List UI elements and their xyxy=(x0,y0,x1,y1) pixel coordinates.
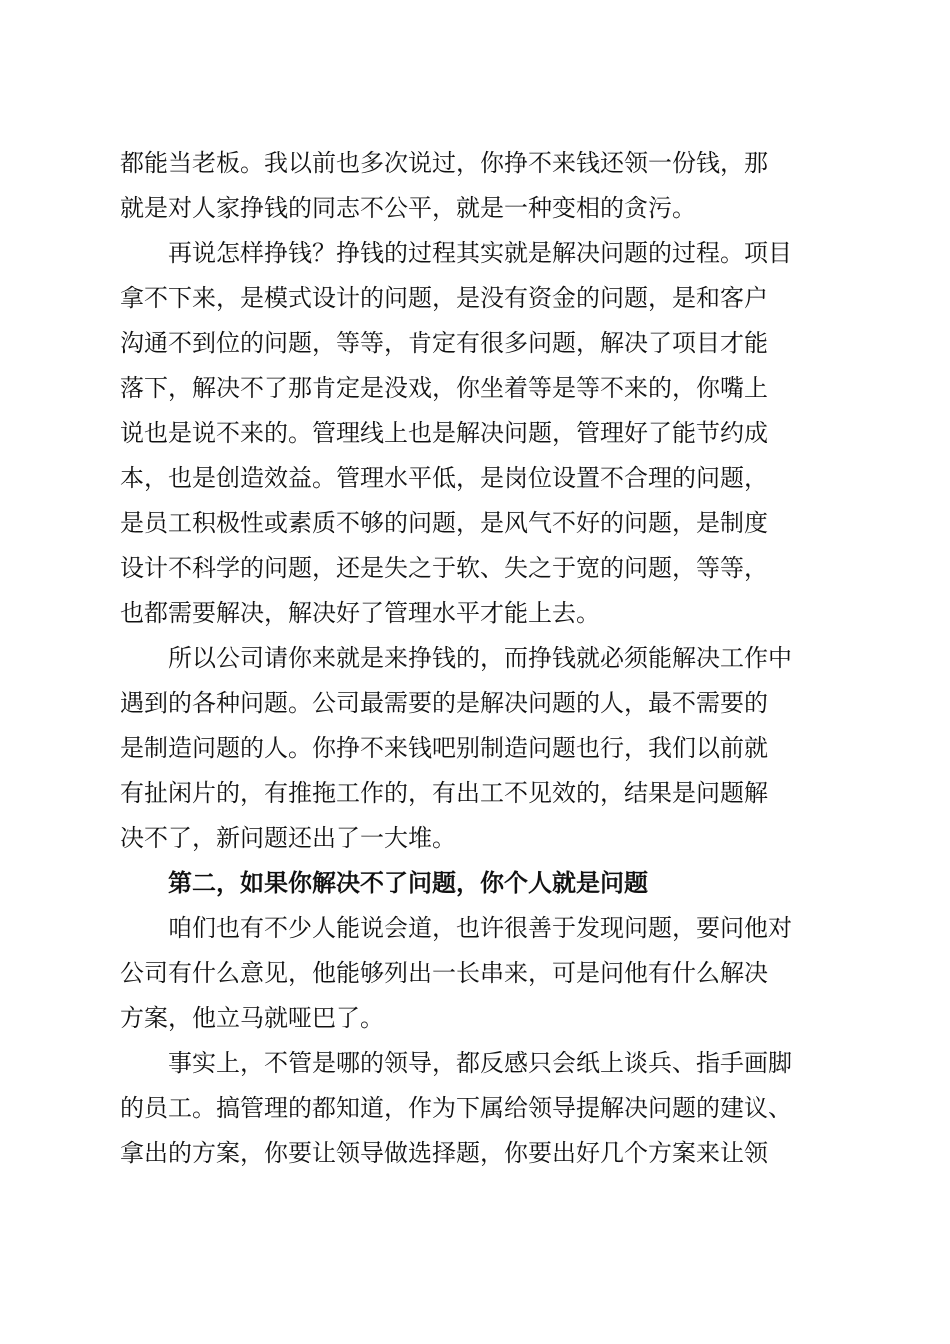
text-line: 咱们也有不少人能说会道，也许很善于发现问题，要问他对 xyxy=(168,914,792,942)
text-line: 再说怎样挣钱？挣钱的过程其实就是解决问题的过程。项目 xyxy=(168,239,792,267)
text-line: 都能当老板。我以前也多次说过，你挣不来钱还领一份钱，那 xyxy=(120,149,768,177)
text-line: 方案，他立马就哑巴了。 xyxy=(120,1004,384,1032)
text-line: 有扯闲片的，有推拖工作的，有出工不见效的，结果是问题解 xyxy=(120,779,768,807)
text-line: 是制造问题的人。你挣不来钱吧别制造问题也行，我们以前就 xyxy=(120,734,768,762)
text-line: 设计不科学的问题，还是失之于软、失之于宽的问题，等等， xyxy=(120,554,768,582)
text-line: 决不了，新问题还出了一大堆。 xyxy=(120,824,456,852)
text-line: 就是对人家挣钱的同志不公平，就是一种变相的贪污。 xyxy=(120,194,696,222)
text-line: 拿出的方案，你要让领导做选择题，你要出好几个方案来让领 xyxy=(120,1139,768,1167)
text-line: 拿不下来，是模式设计的问题，是没有资金的问题，是和客户 xyxy=(120,284,768,312)
text-line: 是员工积极性或素质不够的问题，是风气不好的问题，是制度 xyxy=(120,509,768,537)
text-line: 也都需要解决，解决好了管理水平才能上去。 xyxy=(120,599,600,627)
text-line: 沟通不到位的问题，等等，肯定有很多问题，解决了项目才能 xyxy=(120,329,768,357)
text-line: 公司有什么意见，他能够列出一长串来，可是问他有什么解决 xyxy=(120,959,768,987)
text-line: 所以公司请你来就是来挣钱的，而挣钱就必须能解决工作中 xyxy=(168,644,792,672)
text-line: 事实上，不管是哪的领导，都反感只会纸上谈兵、指手画脚 xyxy=(168,1049,792,1077)
text-line: 本，也是创造效益。管理水平低，是岗位设置不合理的问题， xyxy=(120,464,768,492)
text-line: 遇到的各种问题。公司最需要的是解决问题的人，最不需要的 xyxy=(120,689,768,717)
text-line: 的员工。搞管理的都知道，作为下属给领导提解决问题的建议、 xyxy=(120,1094,792,1122)
text-line: 落下，解决不了那肯定是没戏，你坐着等是等不来的，你嘴上 xyxy=(120,374,768,402)
section-heading: 第二，如果你解决不了问题，你个人就是问题 xyxy=(168,868,648,897)
text-line: 说也是说不来的。管理线上也是解决问题，管理好了能节约成 xyxy=(120,419,768,447)
